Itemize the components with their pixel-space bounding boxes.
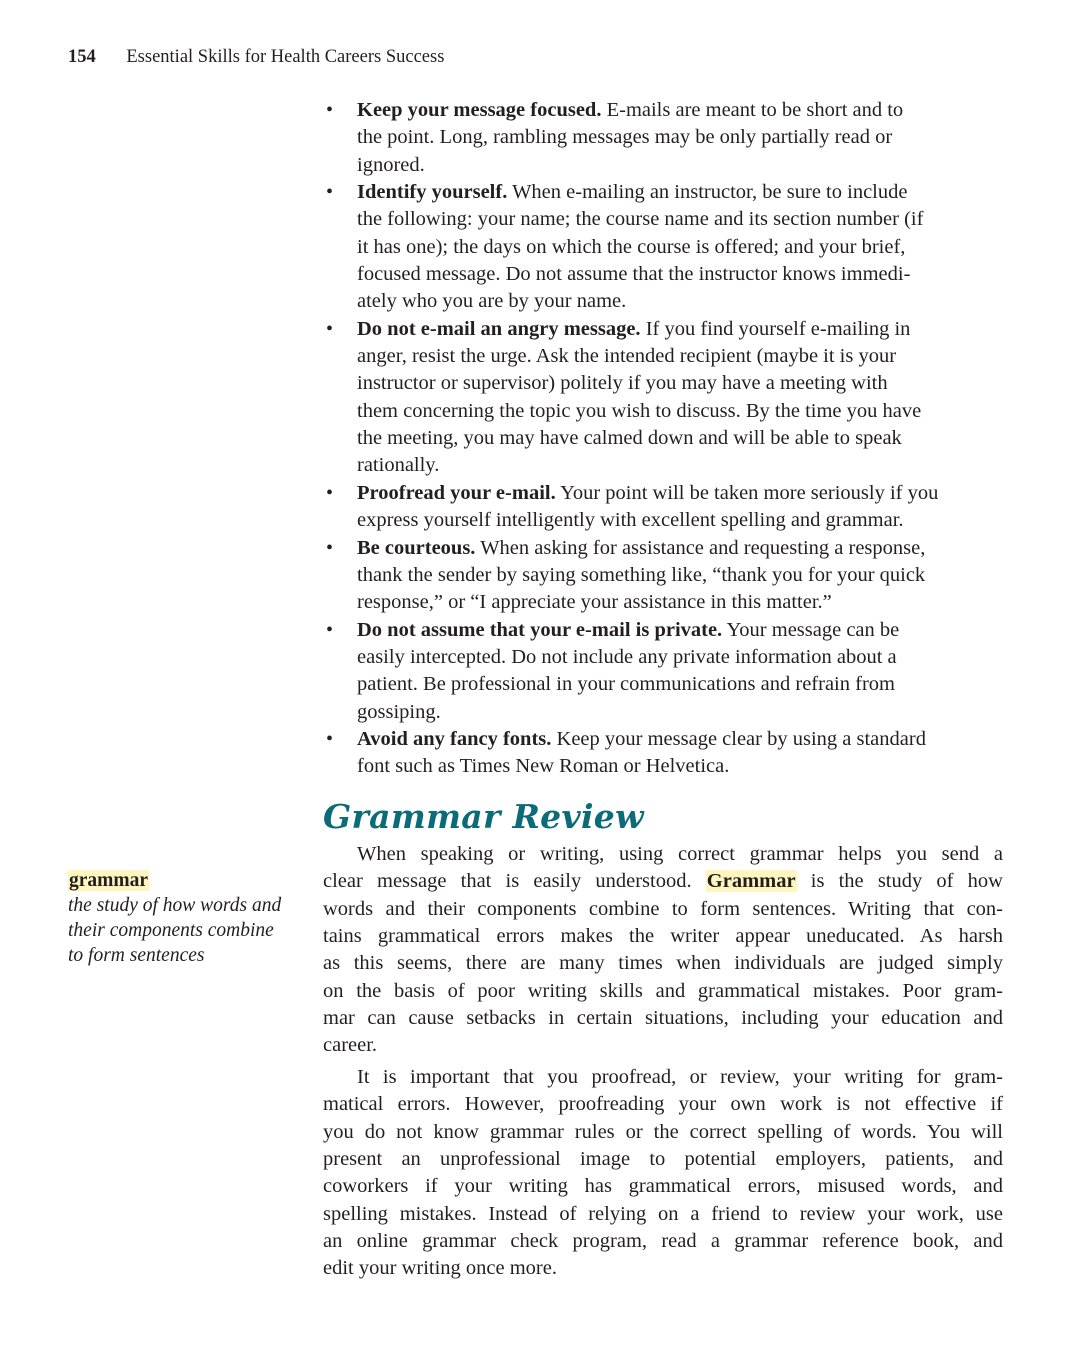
- bullet-line: the following: your name; the course name and its section number (if: [357, 208, 924, 231]
- definition-line: the study of how words and: [68, 895, 282, 916]
- margin-glossary: [68, 868, 308, 968]
- bullet-lead: Be courteous.: [357, 536, 476, 559]
- definition-line: to form sentences: [68, 945, 205, 966]
- bullet-line: [357, 535, 1013, 562]
- bullet-icon: •: [326, 481, 334, 504]
- paragraph-line: When speaking or writing, using correct grammar helps you send a: [357, 843, 1003, 865]
- paragraph-line: [323, 868, 1003, 895]
- paragraph-line: words and their components combine to form sentences. Writing that con-: [323, 897, 1003, 920]
- bullet-line: it has one); the days on which the course is offered; and your brief,: [357, 235, 906, 258]
- bullet-item: [323, 480, 1013, 535]
- glossary-definition: [68, 893, 308, 968]
- bullet-line: the meeting, you may have calmed down and will be able to speak: [357, 427, 902, 450]
- glossary-term: grammar: [69, 870, 149, 891]
- bullet-line: [357, 97, 1013, 124]
- paragraph-line: coworkers if your writing has grammatical errors, misused words, and: [323, 1175, 1003, 1198]
- bullet-text: Keep your message clear by using a standard: [551, 727, 926, 750]
- bullet-line: rationally.: [357, 454, 440, 477]
- paragraph-line: mar can cause setbacks in certain situations, including your education and: [323, 1007, 1003, 1030]
- bullet-line: anger, resist the urge. Ask the intended recipient (maybe it is your: [357, 345, 897, 368]
- paragraph-line: as this seems, there are many times when individuals are judged simply: [323, 952, 1003, 975]
- bullet-lead: Identify yourself.: [357, 181, 508, 204]
- bullet-item: [323, 726, 1013, 781]
- bullet-line: them concerning the topic you wish to discuss. By the time you have: [357, 399, 922, 422]
- bullet-item: [323, 617, 1013, 726]
- section-heading: Grammar Review: [323, 797, 644, 836]
- paragraph-line: It is important that you proofread, or review, your writing for gram-: [357, 1066, 1003, 1088]
- page-number: 154: [68, 47, 96, 67]
- running-head: [68, 47, 444, 68]
- paragraph-line: an online grammar check program, read a grammar reference book, and: [323, 1230, 1003, 1253]
- bullet-icon: •: [326, 727, 334, 750]
- bullet-item: [323, 97, 1013, 179]
- paragraph-line: spelling mistakes. Instead of relying on a friend to review your work, use: [323, 1202, 1003, 1225]
- bullet-lead: Keep your message focused.: [357, 99, 602, 121]
- bullet-item: [323, 316, 1013, 480]
- paragraph-line: you do not know grammar rules or the correct spelling of words. You will: [323, 1120, 1003, 1143]
- bullet-line: [357, 480, 1013, 507]
- bullet-line: [357, 316, 1013, 343]
- bullet-text: If you find yourself e-mailing in: [640, 317, 911, 340]
- bullet-icon: •: [326, 536, 334, 559]
- text: clear message that is easily understood.: [323, 870, 706, 893]
- paragraph-1: [323, 841, 1003, 1060]
- bullet-text: E-mails are meant to be short and to: [601, 99, 904, 121]
- bullet-line: patient. Be professional in your communications and refrain from: [357, 673, 895, 696]
- bullet-line: ignored.: [357, 153, 425, 176]
- bullet-line: focused message. Do not assume that the instructor knows immedi-: [357, 263, 911, 286]
- paragraph-line: tains grammatical errors makes the writer appear uneducated. As harsh: [323, 925, 1003, 948]
- paragraph-line: on the basis of poor writing skills and grammatical mistakes. Poor gram-: [323, 979, 1003, 1002]
- bullet-text: When e-mailing an instructor, be sure to include: [507, 181, 908, 204]
- bullet-line: easily intercepted. Do not include any private information about a: [357, 645, 897, 668]
- bullet-line: [357, 617, 1013, 644]
- bullet-line: response,” or “I appreciate your assistance in this matter.”: [357, 591, 832, 614]
- bullet-text: Your point will be taken more seriously if you: [555, 481, 939, 504]
- bullet-item: [323, 179, 1013, 316]
- bullet-lead: Avoid any fancy fonts.: [357, 727, 552, 750]
- bullet-line: ately who you are by your name.: [357, 290, 627, 313]
- bullet-icon: •: [326, 99, 334, 121]
- paragraph-line: present an unprofessional image to potential employers, patients, and: [323, 1148, 1003, 1171]
- bullet-text: Your message can be: [722, 618, 900, 641]
- text: is the study of how: [796, 870, 1003, 893]
- bullet-icon: •: [326, 181, 334, 204]
- bullet-icon: •: [326, 317, 334, 340]
- key-term-grammar: Grammar: [706, 870, 796, 893]
- bullet-line: instructor or supervisor) politely if you may have a meeting with: [357, 372, 888, 395]
- bullet-item: [323, 535, 1013, 617]
- paragraph-line: career.: [323, 1034, 378, 1057]
- bullet-lead: Do not e-mail an angry message.: [357, 317, 641, 340]
- bullet-lead: Proofread your e-mail.: [357, 481, 556, 504]
- bullet-line: gossiping.: [357, 700, 441, 723]
- bullet-line: the point. Long, rambling messages may be only partially read or: [357, 126, 893, 149]
- paragraph-line: edit your writing once more.: [323, 1257, 557, 1280]
- paragraph-line: matical errors. However, proofreading your own work is not effective if: [323, 1093, 1003, 1116]
- bullet-text: When asking for assistance and requesting a response,: [475, 536, 926, 559]
- bullet-list: [323, 97, 1013, 781]
- bullet-line: [357, 726, 1013, 753]
- book-title: Essential Skills for Health Careers Success: [126, 47, 445, 67]
- paragraph-2: [323, 1064, 1003, 1283]
- bullet-line: font such as Times New Roman or Helvetica.: [357, 755, 730, 778]
- bullet-line: express yourself intelligently with excellent spelling and grammar.: [357, 509, 904, 532]
- bullet-icon: •: [326, 618, 334, 641]
- definition-line: their components combine: [68, 920, 274, 941]
- bullet-lead: Do not assume that your e-mail is private.: [357, 618, 723, 641]
- bullet-line: thank the sender by saying something like, “thank you for your quick: [357, 563, 926, 586]
- bullet-line: [357, 179, 1013, 206]
